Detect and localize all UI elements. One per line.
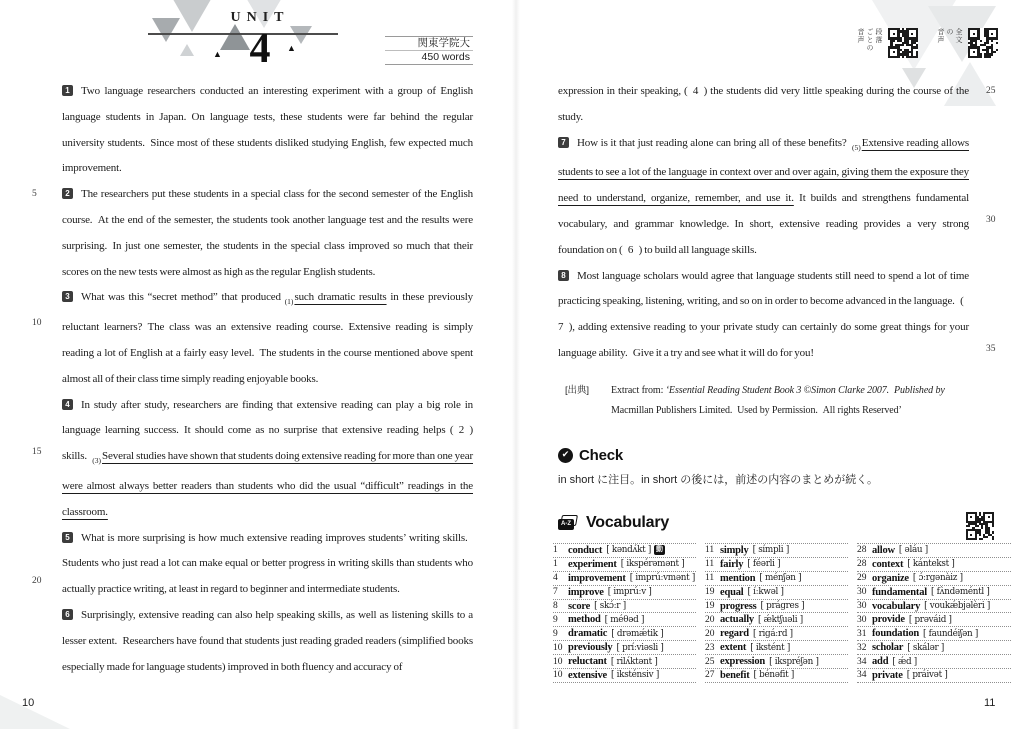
vocab-row — [705, 669, 848, 683]
passage-text: What was this “secret method” that produced — [81, 291, 285, 304]
vocab-pronunciation: [ ikspérəmənt ] — [620, 559, 685, 570]
citation-rest: Macmillan Publishers Limited. Used by Permission. All rights Reserved’ — [611, 404, 902, 416]
paragraph — [62, 182, 473, 285]
vocab-line-number: 31 — [857, 628, 867, 639]
vocab-line-number: 11 — [705, 573, 715, 584]
paragraph — [62, 285, 473, 392]
audio-qr-group — [856, 28, 918, 62]
qr-code — [968, 28, 998, 58]
vocab-line-number: 28 — [857, 545, 867, 556]
vocab-row — [857, 613, 1011, 627]
vocab-word: extent — [720, 642, 747, 654]
check-title: Check — [579, 447, 624, 464]
vocab-word: mention — [720, 572, 756, 584]
vocab-line-number: 30 — [857, 614, 867, 625]
paragraph — [62, 603, 473, 680]
vocab-row — [857, 627, 1011, 641]
vocab-row — [553, 544, 696, 558]
vocab-pronunciation: [ méθəd ] — [604, 614, 645, 625]
vocabulary-title: Vocabulary — [586, 514, 670, 531]
vocab-pronunciation: [ ménʃən ] — [759, 573, 802, 584]
reference-number: (3) — [92, 456, 102, 466]
unit-number: 4 — [249, 26, 271, 72]
vocab-pronunciation: [ íːkwəl ] — [747, 587, 784, 598]
vocab-pronunciation: [ ɔ́ːrgənàiz ] — [912, 573, 963, 584]
vocab-pronunciation: [ ikspréʃən ] — [769, 656, 819, 667]
vocab-line-number: 9 — [553, 614, 558, 625]
vocab-row — [553, 627, 696, 641]
vocab-column — [705, 543, 848, 683]
paragraph-number-badge: 3 — [62, 291, 73, 302]
vocab-word: vocabulary — [872, 600, 921, 612]
vocab-line-number: 10 — [553, 642, 563, 653]
vocab-row — [857, 586, 1011, 600]
vocab-pronunciation: [ iksténsiv ] — [611, 670, 659, 681]
vocab-pronunciation: [ bénəfit ] — [753, 670, 794, 681]
passage-text: in these previously reluctant learners? The class was an extensive reading course. Extensive reading is simply reading a lot of English at a fairly easy level. The students in the course mentioned above spent almost all of their class time simply reading enjoyable books. — [62, 291, 473, 385]
passage-text: It builds and strengthens fundamental vocabulary, and grammar knowledge. In short, extensive reading provides a very strong foundation on ( 6 ) to build all language skills. — [558, 192, 970, 256]
line-number: 15 — [32, 447, 42, 458]
audio-label-line: 音声 — [857, 28, 864, 44]
vocab-line-number: 23 — [705, 642, 715, 653]
vocab-pronunciation: [ faundéiʃən ] — [923, 628, 979, 639]
vocab-pronunciation: [ imprúːv ] — [607, 587, 652, 598]
vocab-line-number: 20 — [705, 628, 715, 639]
vocab-line-number: 29 — [857, 573, 867, 584]
check-note: in short に注目。in short の後には，前述の内容のまとめが続く。 — [558, 474, 879, 486]
reference-number: (5) — [852, 142, 861, 152]
vocab-row — [705, 613, 848, 627]
audio-qr-label — [936, 28, 963, 62]
vocab-word: extensive — [568, 669, 608, 681]
vocab-row — [705, 558, 848, 572]
passage-text: Two language researchers conducted an interesting experiment with a group of English language students in Japan. On language tests, these students were far behind the regular university students. Since most of these students disliked studying English, few expected much improvement. — [62, 85, 473, 175]
vocab-pronunciation: [ kántekst ] — [907, 559, 955, 570]
paragraph — [62, 526, 473, 603]
vocab-pronunciation: [ əláu ] — [898, 545, 928, 556]
part-of-speech-badge: 動 — [656, 546, 664, 554]
underlined-phrase: such dramatic results — [294, 291, 387, 304]
vocab-row — [857, 600, 1011, 614]
vocab-word: organize — [872, 572, 909, 584]
qr-code — [888, 28, 918, 58]
paragraph-number-badge: 2 — [62, 188, 73, 199]
passage-text: Most language scholars would agree that language students still need to spend a lot of time practicing speaking, listening, writing, and so on in order to become advanced in the language. ( 7 ), adding extensive reading to your private study can certainly do some great things for your language ability. Give it a try and see what it will do for you! — [558, 269, 969, 359]
left-passage — [62, 79, 473, 680]
vocab-pronunciation: [ ǽd ] — [892, 656, 917, 667]
check-icon: ✔ — [558, 448, 573, 463]
reference-number: (1) — [284, 297, 294, 307]
vocab-pronunciation: [ rilʌ́ktənt ] — [610, 656, 658, 667]
vocab-line-number: 25 — [705, 656, 715, 667]
vocab-word: previously — [568, 642, 613, 654]
vocab-line-number: 7 — [553, 587, 558, 598]
vocab-row — [553, 586, 696, 600]
vocab-word: improve — [568, 586, 604, 598]
vocab-row — [553, 558, 696, 572]
audio-label-line: ごとの — [866, 28, 873, 52]
vocab-row — [857, 669, 1011, 683]
vocab-word: improvement — [568, 572, 626, 584]
vocab-line-number: 32 — [857, 642, 867, 653]
line-number: 10 — [32, 318, 42, 329]
vocab-pronunciation: [ rigáːrd ] — [752, 628, 793, 639]
vocab-word: method — [568, 614, 601, 626]
vocab-row — [857, 641, 1011, 655]
vocab-line-number: 10 — [553, 656, 563, 667]
vocab-word: private — [872, 669, 903, 681]
check-section-header — [558, 447, 623, 464]
vocab-row — [705, 641, 848, 655]
university-name: 関東学院大 — [385, 37, 473, 51]
paragraph-number-badge: 7 — [558, 137, 569, 148]
line-number: 35 — [986, 344, 996, 354]
vocab-line-number: 19 — [705, 587, 715, 598]
underlined-phrase: Several studies have shown that students doing extensive reading for more than one year were almost always better readers than students who did the usual “difficult” readings in the classroom. — [62, 450, 473, 518]
vocabulary-table — [553, 543, 1011, 683]
vocab-row — [705, 544, 848, 558]
vocab-column — [857, 543, 1011, 683]
vocab-line-number: 1 — [553, 545, 558, 556]
line-number: 30 — [986, 215, 996, 225]
vocab-row — [553, 613, 696, 627]
line-number: 20 — [32, 576, 42, 587]
audio-label-line: の — [946, 28, 953, 36]
source-citation — [565, 381, 969, 420]
page-number-right: 11 — [984, 697, 996, 709]
vocab-word: context — [872, 558, 904, 570]
vocab-word: allow — [872, 544, 895, 556]
triangle-icon: ▲ — [287, 43, 296, 53]
vocab-pronunciation: [ fʌ̀ndəméntl ] — [930, 587, 990, 598]
passage-text: Surprisingly, extensive reading can also help speaking skills, as well as listening skills to a lesser extent. Researchers have found that students just reading graded readers (simplified books especially made for language students) improved in both fluency and accuracy of — [62, 608, 473, 673]
vocab-pronunciation: [ drəmǽtik ] — [611, 628, 664, 639]
vocab-row — [705, 586, 848, 600]
vocab-row — [553, 641, 696, 655]
vocab-row — [705, 600, 848, 614]
vocab-row — [553, 572, 696, 586]
vocab-row — [857, 558, 1011, 572]
vocab-pronunciation: [ príːviəsli ] — [616, 642, 664, 653]
vocab-word: foundation — [872, 628, 920, 640]
vocabulary-section-header — [558, 514, 669, 532]
passage-text: In study after study, researchers are finding that extensive reading can play a big role in language learning success. It should come as no surprise that extensive reading helps ( 2 ) skills. — [62, 398, 473, 463]
vocab-line-number: 11 — [705, 545, 715, 556]
vocab-pronunciation: [ skɔ́ːr ] — [594, 601, 626, 611]
page-spine — [512, 0, 520, 729]
vocab-word: experiment — [568, 558, 617, 570]
audio-label-line: 音声 — [937, 28, 944, 44]
vocab-pronunciation: [ skálər ] — [907, 642, 945, 653]
vocab-word: actually — [720, 614, 754, 626]
vocab-word: fairly — [720, 558, 744, 570]
audio-qr-group — [936, 28, 998, 62]
word-count: 450 words — [421, 51, 470, 63]
paragraph — [62, 79, 473, 182]
vocab-word: dramatic — [568, 628, 608, 640]
triangle-icon: ▲ — [213, 49, 222, 59]
vocab-pronunciation: [ imprúːvmənt ] — [629, 573, 695, 584]
vocab-pronunciation: [ práivət ] — [906, 670, 948, 681]
vocab-pronunciation: [ prəváid ] — [908, 614, 952, 625]
vocab-pronunciation: [ kəndʌ́kt ] — [606, 545, 652, 556]
citation-prefix: Extract from: — [611, 385, 666, 396]
audio-qr-label — [856, 28, 883, 62]
vocab-word: scholar — [872, 642, 904, 654]
vocab-row — [857, 655, 1011, 669]
vocab-row — [553, 600, 696, 614]
unit-label: UNIT — [230, 10, 290, 25]
vocab-line-number: 9 — [553, 628, 558, 639]
paragraph — [62, 393, 473, 526]
vocab-word: provide — [872, 614, 905, 626]
audio-label-line: 全文 — [955, 28, 962, 44]
vocab-pronunciation: [ prágres ] — [760, 601, 805, 611]
passage-text: The researchers put these students in a special class for the second semester of the English course. At the end of the semester, the students took another language test and the results were surprising. In just one semester, the students in the special class improved so much that their scores on the new tests were almost as high as the regular English students. — [62, 188, 473, 278]
line-number: 25 — [986, 86, 996, 96]
passage-text: How is it that just reading alone can bring all of these benefits? — [577, 136, 852, 149]
vocab-line-number: 34 — [857, 670, 867, 681]
flashcards-icon: A-Z — [558, 515, 579, 531]
paragraph-number-badge: 5 — [62, 532, 73, 543]
vocab-line-number: 1 — [553, 559, 558, 570]
vocab-line-number: 30 — [857, 587, 867, 598]
line-number: 5 — [32, 189, 37, 200]
vocab-column — [553, 543, 696, 683]
vocab-line-number: 8 — [553, 601, 558, 611]
vocab-row — [857, 544, 1011, 558]
vocab-line-number: 19 — [705, 601, 715, 611]
source-wordcount-box — [385, 36, 473, 65]
paragraph-number-badge: 1 — [62, 85, 73, 96]
vocab-row — [705, 655, 848, 669]
vocab-word: reluctant — [568, 656, 607, 668]
vocab-word: fundamental — [872, 586, 927, 598]
vocab-pronunciation: [ ikstént ] — [750, 642, 790, 653]
vocab-word: score — [568, 600, 591, 612]
passage-text: expression in their speaking, ( 4 ) the students did very little speaking during the course of the study. — [558, 85, 969, 123]
vocab-word: conduct — [568, 544, 603, 556]
vocab-word: expression — [720, 656, 766, 668]
vocab-line-number: 10 — [553, 670, 563, 681]
audio-label-line: 段落 — [875, 28, 882, 44]
vocab-line-number: 11 — [705, 559, 715, 570]
paragraph — [558, 264, 969, 367]
vocab-line-number: 28 — [857, 559, 867, 570]
vocab-pronunciation: [ voukǽbjəlèri ] — [924, 601, 990, 611]
vocab-word: benefit — [720, 669, 750, 681]
vocab-pronunciation: [ féərli ] — [747, 559, 781, 570]
vocab-word: simply — [720, 544, 749, 556]
vocab-line-number: 27 — [705, 670, 715, 681]
vocab-line-number: 30 — [857, 601, 867, 611]
vocab-line-number: 4 — [553, 573, 558, 584]
vocab-word: progress — [720, 600, 757, 612]
vocab-row — [553, 669, 696, 683]
vocab-line-number: 34 — [857, 656, 867, 667]
unit-header — [140, 0, 380, 80]
vocab-word: equal — [720, 586, 744, 598]
corner-triangle-decoration — [0, 695, 70, 729]
vocab-row — [553, 655, 696, 669]
paragraph — [558, 79, 969, 131]
vocab-pronunciation: [ símpli ] — [752, 545, 789, 556]
citation-text — [611, 381, 969, 420]
underlined-phrase: Extensive reading allows students to see a lot of the language in context over and over again, giving them the exposure they need to understand, organize, remember, and use it. — [558, 136, 969, 205]
page-number-left: 10 — [22, 697, 35, 709]
vocab-pronunciation: [ ǽktʃuəli ] — [757, 614, 803, 625]
citation-label: [出典] — [565, 385, 589, 396]
paragraph-number-badge: 6 — [62, 609, 73, 620]
vocab-row — [705, 572, 848, 586]
passage-text: What is more surprising is how much extensive reading improves students’ writing skills. Students who just read a lot can make equal or better progress in writing skills than students who actually practice writing, at least in regard to beginner and intermediate students. — [62, 531, 473, 596]
vocab-line-number: 20 — [705, 614, 715, 625]
vocab-row — [705, 627, 848, 641]
right-passage — [558, 79, 969, 367]
vocab-word: add — [872, 656, 889, 668]
vocab-row — [857, 572, 1011, 586]
citation-title-italic: ‘Essential Reading Student Book 3 ©Simon Clarke 2007. Published by — [665, 385, 945, 396]
paragraph — [558, 131, 969, 264]
qr-code — [966, 512, 994, 540]
paragraph-number-badge: 4 — [62, 399, 73, 410]
vocab-word: regard — [720, 628, 749, 640]
paragraph-number-badge: 8 — [558, 270, 569, 281]
